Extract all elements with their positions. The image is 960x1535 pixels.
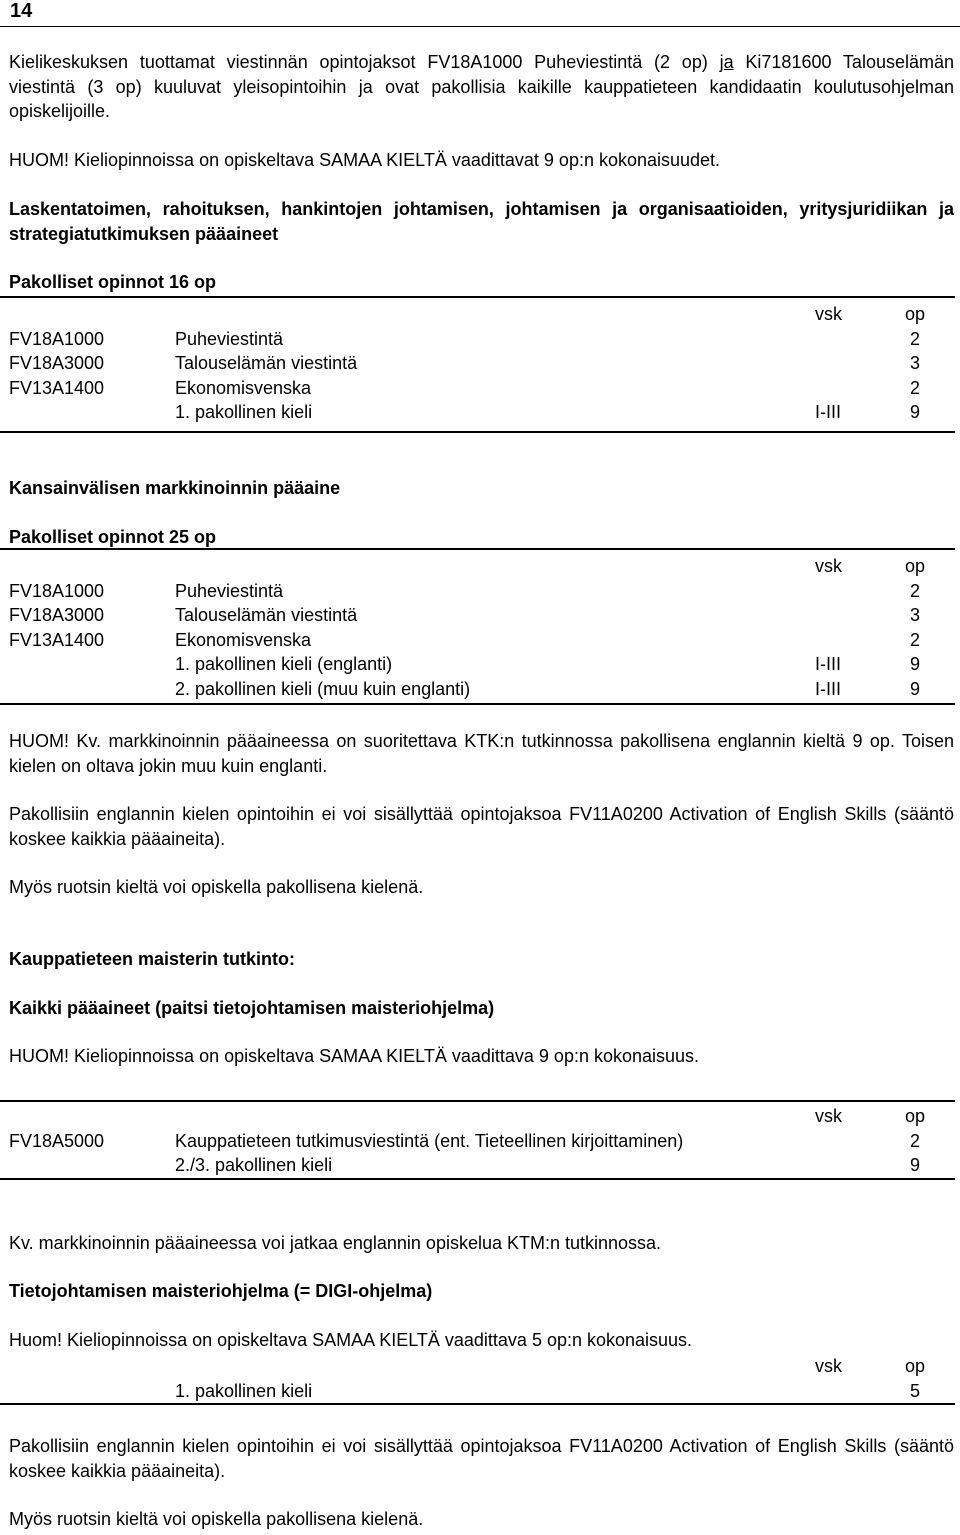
section3-after-text: Kv. markkinoinnin pääaineessa voi jatkaa englannin opiskelua KTM:n tutkinnossa. xyxy=(9,1233,662,1253)
section3-after xyxy=(9,1231,954,1256)
table-row xyxy=(0,579,955,604)
table-header-row xyxy=(0,1354,955,1379)
section3-subtitle: Kaikki pääaineet (paitsi tietojohtamisen maisteriohjelma) xyxy=(9,997,495,1018)
table-row xyxy=(0,1153,955,1179)
section1-subtitle: Pakolliset opinnot 16 op xyxy=(9,272,217,292)
intro-text-a: Kielikeskuksen tuottamat viestinnän opintojaksot FV18A1000 Puheviestintä (2 op) xyxy=(9,52,720,72)
section4 xyxy=(9,1279,954,1352)
col-vsk: vsk xyxy=(815,556,842,576)
row-code: FV18A1000 xyxy=(9,580,105,601)
table-header-row xyxy=(0,297,955,327)
section1-title: Laskentatoimen, rahoituksen, hankintojen johtamisen, johtamisen ja organisaatioiden, yritysjuridiikan ja strategiatutkimuksen pääaineet xyxy=(9,199,954,244)
intro-note: HUOM! Kieliopinnoissa on opiskeltava SAMAA KIELTÄ vaadittavat 9 op:n kokonaisuudet. xyxy=(9,149,721,170)
section4-notes xyxy=(9,1434,954,1532)
row-code xyxy=(0,652,175,677)
row-name: Talouselämän viestintä xyxy=(175,605,358,625)
row-op: 9 xyxy=(909,402,920,422)
row-code xyxy=(0,677,175,702)
row-name: 2. pakollinen kieli (muu kuin englanti) xyxy=(175,678,471,699)
section1 xyxy=(9,197,954,295)
row-name: 1. pakollinen kieli xyxy=(175,402,313,422)
table-row xyxy=(0,652,955,677)
intro-text-ja: ja xyxy=(719,52,734,72)
row-name: 2./3. pakollinen kieli xyxy=(175,1155,333,1175)
table-row xyxy=(0,376,955,401)
section3 xyxy=(9,947,954,1069)
row-op: 9 xyxy=(909,1155,920,1175)
row-op: 2 xyxy=(909,1130,920,1151)
col-op: op xyxy=(904,304,926,324)
section4-title: Tietojohtamisen maisteriohjelma (= DIGI-ohjelma) xyxy=(9,1281,433,1301)
section3-title: Kauppatieteen maisterin tutkinto: xyxy=(9,949,296,969)
row-code: FV18A3000 xyxy=(9,605,105,625)
table-row xyxy=(0,628,955,653)
row-op: 2 xyxy=(909,629,920,650)
row-op: 5 xyxy=(909,1380,920,1401)
intro xyxy=(9,50,954,172)
row-vsk: I-III xyxy=(815,678,841,699)
row-vsk xyxy=(815,579,875,604)
row-code: FV18A5000 xyxy=(9,1130,105,1151)
table-row xyxy=(0,1379,955,1405)
col-vsk: vsk xyxy=(815,1106,842,1126)
intro-text-b: Ki7181600 Talouselämän viestintä (3 op) kuuluvat yleisopintoihin ja ovat pakollisia kaikille kauppatieteen kandidaatin koulutusohjelman opiskelijoille. xyxy=(9,52,955,121)
row-op: 2 xyxy=(909,580,920,601)
row-vsk xyxy=(815,327,875,352)
row-name: 1. pakollinen kieli xyxy=(175,1380,313,1401)
row-code: FV18A3000 xyxy=(9,353,105,373)
row-name: Puheviestintä xyxy=(175,328,284,349)
row-name: Talouselämän viestintä xyxy=(175,353,358,373)
row-op: 3 xyxy=(909,353,920,373)
table-row xyxy=(0,351,955,376)
row-op: 9 xyxy=(909,654,920,674)
section4-note3: Myös ruotsin kieltä voi opiskella pakollisena kielenä. xyxy=(9,1509,424,1529)
row-vsk xyxy=(815,603,875,628)
table-row xyxy=(0,400,955,425)
row-code: FV13A1400 xyxy=(9,377,105,398)
section4-note: Huom! Kieliopinnoissa on opiskeltava SAMAA KIELTÄ vaadittava 5 op:n kokonaisuus. xyxy=(9,1329,693,1350)
section2-note3: Myös ruotsin kieltä voi opiskella pakollisena kielenä. xyxy=(9,877,424,897)
table-row xyxy=(0,603,955,628)
row-vsk xyxy=(815,351,875,376)
row-code: FV18A1000 xyxy=(9,328,105,349)
row-name: Puheviestintä xyxy=(175,580,284,601)
row-code xyxy=(0,400,175,425)
row-vsk: I-III xyxy=(815,402,841,422)
row-op: 3 xyxy=(909,605,920,625)
section4-note2: Pakollisiin englannin kielen opintoihin ei voi sisällyttää opintojaksoa FV11A0200 Activation of English Skills (sääntö koskee kaikkia pääaineita). xyxy=(9,1436,954,1481)
col-vsk: vsk xyxy=(815,1356,842,1376)
row-code xyxy=(0,1153,175,1179)
section2 xyxy=(9,476,954,549)
section2-notes xyxy=(9,729,954,900)
table-header-row xyxy=(0,1101,955,1129)
section3-table-wrap xyxy=(0,1100,955,1180)
row-vsk xyxy=(815,1129,875,1154)
header-rule xyxy=(0,26,960,27)
col-op: op xyxy=(904,1106,926,1126)
intro-paragraph xyxy=(9,50,954,124)
table-header-row xyxy=(0,549,955,579)
section3-table xyxy=(0,1100,955,1180)
table-row xyxy=(0,677,955,702)
section3-note: HUOM! Kieliopinnoissa on opiskeltava SAMAA KIELTÄ vaadittava 9 op:n kokonaisuus. xyxy=(9,1046,700,1066)
section2-table-wrap xyxy=(0,548,955,705)
section2-note2: Pakollisiin englannin kielen opintoihin ei voi sisällyttää opintojaksoa FV11A0200 Activation of English Skills (sääntö koskee kaikkia pääaineita). xyxy=(9,804,954,849)
section2-subtitle: Pakolliset opinnot 25 op xyxy=(9,526,217,547)
row-op: 2 xyxy=(909,328,920,349)
section2-title: Kansainvälisen markkinoinnin pääaine xyxy=(9,478,341,498)
row-vsk xyxy=(815,1153,875,1179)
section2-note1: HUOM! Kv. markkinoinnin pääaineessa on suoritettava KTK:n tutkinnossa pakollisena englannin kieltä 9 op. Toisen kielen on oltava jokin muu kuin englanti. xyxy=(9,731,954,776)
row-vsk xyxy=(815,1379,875,1405)
section4-table-wrap xyxy=(0,1354,955,1405)
row-vsk xyxy=(815,376,875,401)
row-op: 9 xyxy=(909,678,920,699)
row-name: 1. pakollinen kieli (englanti) xyxy=(175,654,393,674)
table-row xyxy=(0,327,955,352)
row-code xyxy=(0,1379,175,1405)
section4-table xyxy=(0,1354,955,1405)
row-vsk xyxy=(815,628,875,653)
row-op: 2 xyxy=(909,377,920,398)
section1-table xyxy=(0,296,955,433)
row-name: Ekonomisvenska xyxy=(175,629,312,650)
row-name: Kauppatieteen tutkimusviestintä (ent. Tieteellinen kirjoittaminen) xyxy=(175,1130,684,1151)
section2-table xyxy=(0,548,955,705)
section1-table-wrap xyxy=(0,296,955,433)
row-vsk: I-III xyxy=(815,654,841,674)
col-op: op xyxy=(904,556,926,576)
col-op: op xyxy=(904,1356,926,1376)
table-row xyxy=(0,1129,955,1154)
row-code: FV13A1400 xyxy=(9,629,105,650)
col-vsk: vsk xyxy=(815,304,842,324)
row-name: Ekonomisvenska xyxy=(175,377,312,398)
page-number: 14 xyxy=(10,0,33,22)
